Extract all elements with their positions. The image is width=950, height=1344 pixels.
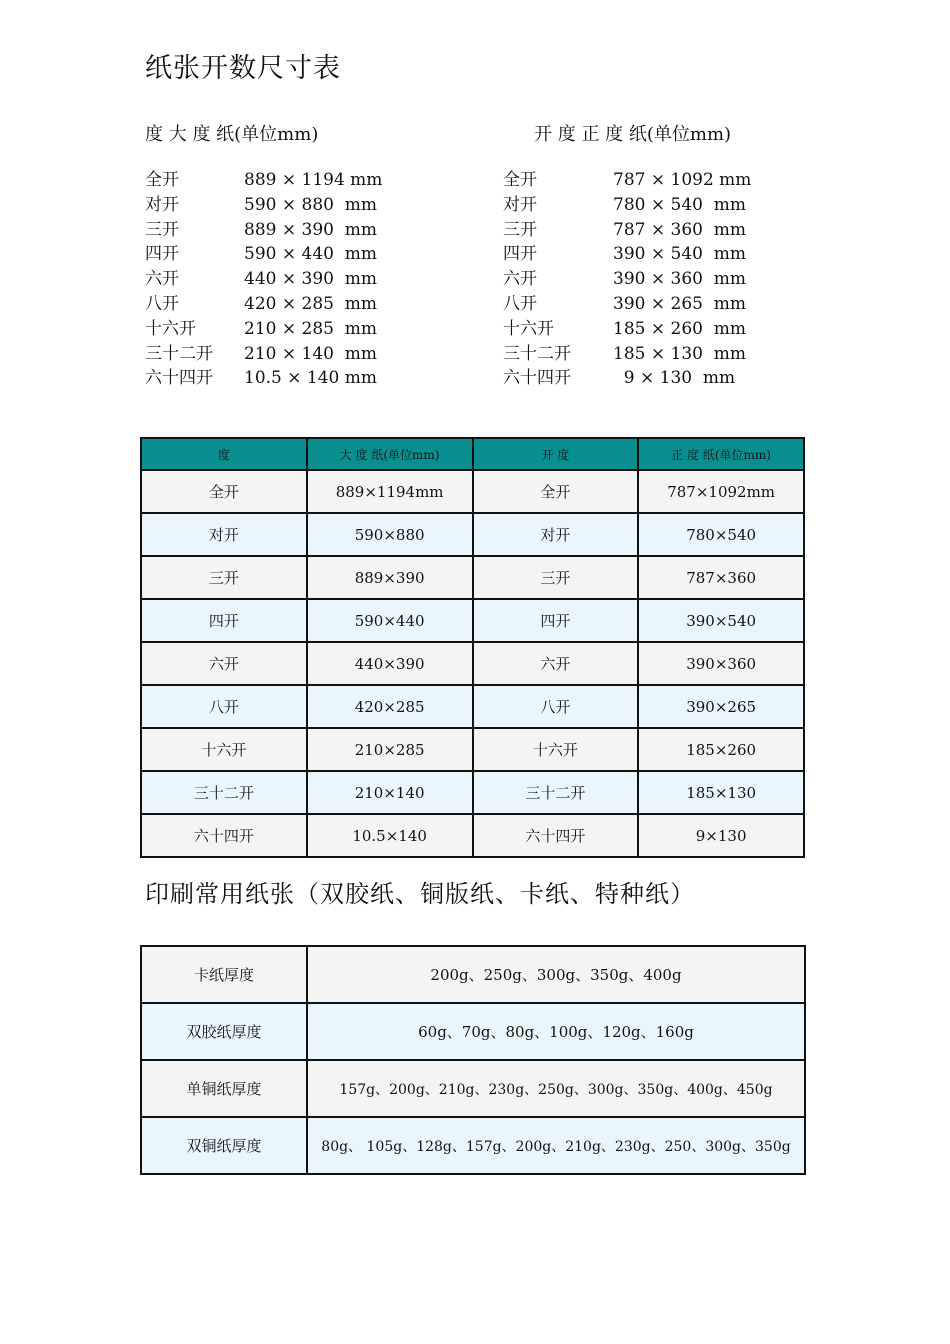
table-cell: 六十四开 bbox=[141, 814, 307, 857]
table-cell: 八开 bbox=[473, 685, 639, 728]
size-name: 六开 bbox=[503, 269, 537, 290]
size-name: 全开 bbox=[503, 170, 537, 190]
table-cell: 889×390 bbox=[307, 556, 473, 599]
table-cell: 390×540 bbox=[638, 599, 804, 642]
table-cell: 210×140 bbox=[307, 771, 473, 814]
table-cell: 六十四开 bbox=[473, 814, 639, 857]
table-cell: 185×260 bbox=[638, 728, 804, 771]
table-cell: 六开 bbox=[141, 642, 307, 685]
table-cell: 390×265 bbox=[638, 685, 804, 728]
table-row bbox=[141, 771, 804, 814]
size-dimension: 10.5 × 140 mm bbox=[244, 368, 377, 389]
page-title: 纸张开数尺寸表 bbox=[145, 53, 341, 84]
list-item bbox=[503, 218, 803, 243]
size-dimension: 210 × 140 mm bbox=[244, 343, 377, 364]
size-dimension: 210 × 285 mm bbox=[244, 318, 377, 339]
table-cell: 780×540 bbox=[638, 513, 804, 556]
table-cell: 对开 bbox=[473, 513, 639, 556]
list-item bbox=[145, 342, 445, 367]
table-header-cell: 度 bbox=[141, 438, 307, 470]
size-name: 三开 bbox=[145, 219, 179, 240]
size-dimension: 390 × 540 mm bbox=[613, 244, 746, 265]
table-row bbox=[141, 556, 804, 599]
list-item bbox=[145, 292, 445, 317]
list-item bbox=[503, 317, 803, 342]
table-cell: 四开 bbox=[141, 599, 307, 642]
table-row bbox=[141, 1003, 805, 1060]
left-section-heading: 度 大 度 纸(单位mm) bbox=[145, 124, 319, 145]
table-cell: 10.5×140 bbox=[307, 814, 473, 857]
list-item bbox=[145, 366, 445, 391]
list-item bbox=[503, 193, 803, 218]
table-cell: 420×285 bbox=[307, 685, 473, 728]
paper-types-heading: 印刷常用纸张（双胶纸、铜版纸、卡纸、特种纸） bbox=[145, 880, 695, 908]
size-name: 三开 bbox=[503, 219, 537, 240]
list-item bbox=[145, 267, 445, 292]
table-cell: 单铜纸厚度 bbox=[141, 1060, 307, 1117]
list-item bbox=[503, 242, 803, 267]
table-row bbox=[141, 1117, 805, 1174]
size-name: 对开 bbox=[503, 194, 537, 215]
table-row bbox=[141, 599, 804, 642]
size-dimension: 590 × 440 mm bbox=[244, 244, 377, 265]
size-dimension: 185 × 130 mm bbox=[613, 343, 746, 364]
size-name: 全开 bbox=[145, 170, 179, 190]
size-dimension: 780 × 540 mm bbox=[613, 194, 746, 215]
table-cell: 三开 bbox=[141, 556, 307, 599]
size-dimension: 590 × 880 mm bbox=[244, 194, 377, 215]
table-header-row bbox=[141, 438, 804, 470]
list-item bbox=[503, 168, 803, 193]
size-name: 三十二开 bbox=[145, 343, 213, 364]
size-name: 十六开 bbox=[145, 318, 196, 339]
table-cell: 80g、 105g、128g、157g、200g、210g、230g、250、300g、350g bbox=[307, 1117, 805, 1174]
size-dimension: 889 × 1194 mm bbox=[244, 170, 383, 190]
table-row bbox=[141, 685, 804, 728]
table-cell: 三十二开 bbox=[473, 771, 639, 814]
table-cell: 440×390 bbox=[307, 642, 473, 685]
list-item bbox=[145, 193, 445, 218]
table-cell: 八开 bbox=[141, 685, 307, 728]
table-header-cell: 开 度 bbox=[473, 438, 639, 470]
list-item bbox=[503, 342, 803, 367]
table-cell: 200g、250g、300g、350g、400g bbox=[307, 946, 805, 1003]
table-cell: 60g、70g、80g、100g、120g、160g bbox=[307, 1003, 805, 1060]
table-cell: 双铜纸厚度 bbox=[141, 1117, 307, 1174]
size-dimension: 420 × 285 mm bbox=[244, 293, 377, 314]
list-item bbox=[145, 218, 445, 243]
size-name: 四开 bbox=[145, 244, 179, 265]
table-cell: 对开 bbox=[141, 513, 307, 556]
size-name: 十六开 bbox=[503, 318, 554, 339]
size-name: 四开 bbox=[503, 244, 537, 265]
right-size-list bbox=[503, 168, 803, 391]
table-cell: 卡纸厚度 bbox=[141, 946, 307, 1003]
table-row bbox=[141, 728, 804, 771]
table-cell: 全开 bbox=[473, 470, 639, 513]
paper-thickness-table bbox=[140, 945, 806, 1175]
table-cell: 889×1194mm bbox=[307, 470, 473, 513]
list-item bbox=[503, 292, 803, 317]
table-row bbox=[141, 814, 804, 857]
size-name: 三十二开 bbox=[503, 343, 571, 364]
size-dimension: 787 × 1092 mm bbox=[613, 170, 752, 190]
table-cell: 157g、200g、210g、230g、250g、300g、350g、400g、450g bbox=[307, 1060, 805, 1117]
table-row bbox=[141, 946, 805, 1003]
list-item bbox=[145, 242, 445, 267]
paper-size-table bbox=[140, 437, 805, 858]
size-dimension: 390 × 360 mm bbox=[613, 269, 746, 290]
table-cell: 787×1092mm bbox=[638, 470, 804, 513]
table-header-cell: 正 度 纸(单位mm) bbox=[638, 438, 804, 470]
size-name: 八开 bbox=[145, 293, 179, 314]
size-dimension: 889 × 390 mm bbox=[244, 219, 377, 240]
table-cell: 六开 bbox=[473, 642, 639, 685]
size-name: 八开 bbox=[503, 293, 537, 314]
table-cell: 十六开 bbox=[473, 728, 639, 771]
size-dimension: 787 × 360 mm bbox=[613, 219, 746, 240]
size-name: 六十四开 bbox=[503, 368, 571, 389]
table-cell: 双胶纸厚度 bbox=[141, 1003, 307, 1060]
table-row bbox=[141, 642, 804, 685]
list-item bbox=[503, 366, 803, 391]
table-row bbox=[141, 470, 804, 513]
list-item bbox=[145, 168, 445, 193]
left-size-list bbox=[145, 168, 445, 391]
table-cell: 185×130 bbox=[638, 771, 804, 814]
table-cell: 四开 bbox=[473, 599, 639, 642]
table-cell: 全开 bbox=[141, 470, 307, 513]
size-name: 六十四开 bbox=[145, 368, 213, 389]
table-row bbox=[141, 513, 804, 556]
table-row bbox=[141, 1060, 805, 1117]
size-name: 六开 bbox=[145, 269, 179, 290]
list-item bbox=[145, 317, 445, 342]
size-name: 对开 bbox=[145, 194, 179, 215]
size-dimension: 390 × 265 mm bbox=[613, 293, 746, 314]
right-section-heading: 开 度 正 度 纸(单位mm) bbox=[534, 124, 732, 145]
table-cell: 590×880 bbox=[307, 513, 473, 556]
table-cell: 210×285 bbox=[307, 728, 473, 771]
table-header-cell: 大 度 纸(单位mm) bbox=[307, 438, 473, 470]
table-cell: 590×440 bbox=[307, 599, 473, 642]
size-dimension: 9 × 130 mm bbox=[613, 368, 736, 389]
list-item bbox=[503, 267, 803, 292]
table-cell: 9×130 bbox=[638, 814, 804, 857]
size-dimension: 440 × 390 mm bbox=[244, 269, 377, 290]
table-cell: 三开 bbox=[473, 556, 639, 599]
table-cell: 十六开 bbox=[141, 728, 307, 771]
size-dimension: 185 × 260 mm bbox=[613, 318, 746, 339]
table-cell: 390×360 bbox=[638, 642, 804, 685]
table-cell: 787×360 bbox=[638, 556, 804, 599]
table-cell: 三十二开 bbox=[141, 771, 307, 814]
